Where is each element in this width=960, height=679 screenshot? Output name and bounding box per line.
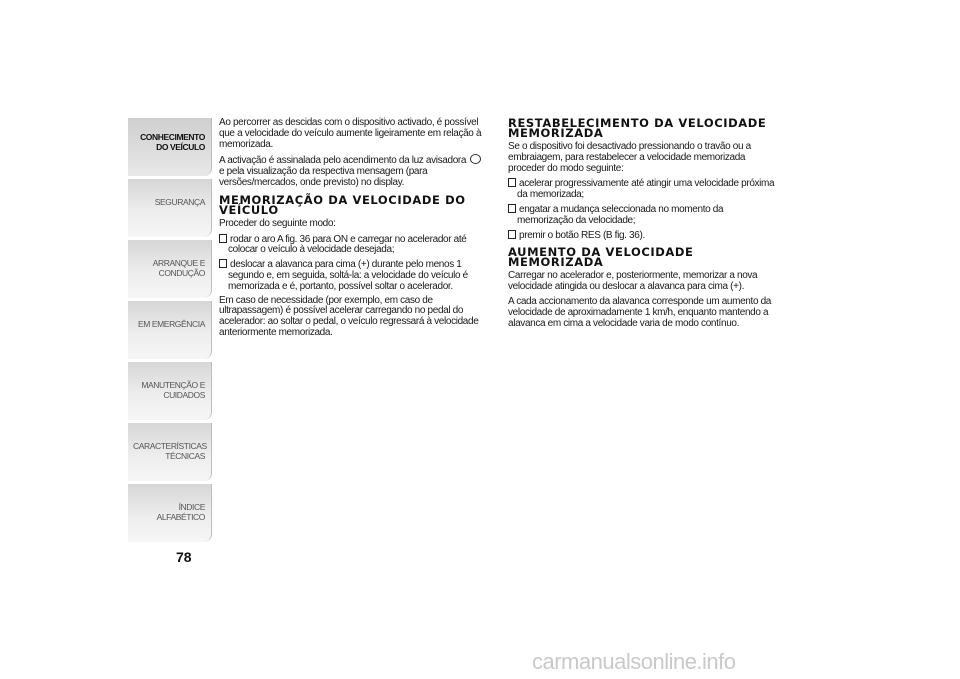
tab-label: CARACTERÍSTICAS TÉCNICAS [133, 441, 207, 461]
tab-conhecimento-do-veiculo[interactable] [128, 118, 212, 176]
list-item-text: rodar o aro A fig. 36 para ON e carregar no acelerador até colocar o veículo à velocidade desejada; [228, 233, 467, 256]
tab-label: MANUTENÇÃO E CUIDADOS [141, 380, 205, 400]
list-item-text: premir o botão RES (B fig. 36). [519, 229, 645, 241]
tab-seguranca[interactable] [128, 179, 212, 237]
checkbox-bullet-icon [508, 204, 516, 213]
list-item-text: deslocar a alavanca para cima (+) durante pelo menos 1 segundo e, em seguida, soltá-la: a velocidade do veículo é memorizada e é, portanto, possível soltar o acelerador. [228, 259, 468, 292]
tab-manutencao-e-cuidados[interactable] [128, 362, 212, 420]
tab-label: CONHECIMENTO DO VEÍCULO [140, 132, 205, 152]
tab-label: ÍNDICE ALFABÉTICO [156, 502, 205, 522]
tab-label: EM EMERGÊNCIA [137, 319, 205, 329]
paragraph [219, 154, 489, 188]
list-item [508, 178, 778, 201]
left-column [219, 118, 489, 343]
paragraph: Em caso de necessidade (por exemplo, em caso de ultrapassagem) é possível acelerar carregando no pedal do acelerador: ao soltar o pedal, o veículo regressará à velocidade anteriormente memorizada. [219, 294, 479, 338]
paragraph-text: e pela visualização da respectiva mensagem (para versões/mercados, onde previsto) no display. [219, 166, 428, 188]
paragraph: A cada accionamento da alavanca corresponde um aumento da velocidade de aproximadamente 1 km/h, enquanto mantendo a alavanca em cima a velocidade varia de modo contínuo. [508, 295, 772, 329]
right-column [508, 118, 778, 333]
chapter-sidebar [128, 118, 212, 545]
paragraph-text: A activação é assinalada pelo acendimento da luz avisadora [219, 155, 467, 167]
tab-arranque-e-conducao[interactable] [128, 240, 212, 298]
list-item [219, 234, 489, 257]
section-heading: AUMENTO DA VELOCIDADE MEMORIZADA [508, 245, 694, 270]
section-heading: RESTABELECIMENTO DA VELOCIDADE MEMORIZADA [508, 116, 767, 140]
tab-em-emergencia[interactable] [128, 301, 212, 359]
list-item [508, 230, 778, 242]
watermark: carmanualsonline.info [532, 649, 736, 674]
list-item-text: acelerar progressivamente até atingir uma velocidade próxima da memorizada; [517, 178, 775, 201]
cruise-control-warning-icon [470, 154, 481, 164]
page-number: 78 [176, 549, 192, 565]
tab-caracteristicas-tecnicas[interactable] [128, 423, 212, 481]
paragraph: Carregar no acelerador e, posteriormente, memorizar a nova velocidade atingida ou deslocar a alavanca para cima (+). [508, 270, 758, 293]
list-item [219, 259, 489, 292]
tab-indice-alfabetico[interactable] [128, 484, 212, 542]
checkbox-bullet-icon [508, 230, 516, 239]
paragraph: Ao percorrer as descidas com o dispositivo activado, é possível que a velocidade do veículo aumente ligeiramente em relação à memorizada. [219, 117, 482, 150]
tab-label: ARRANQUE E CONDUÇÃO [152, 258, 205, 278]
section-heading: MEMORIZAÇÃO DA VELOCIDADE DO VEÍCULO [219, 192, 466, 217]
list-item [508, 204, 778, 227]
paragraph: Proceder do seguinte modo: [219, 217, 336, 229]
tab-label: SEGURANÇA [154, 197, 205, 207]
checkbox-bullet-icon [508, 178, 516, 187]
checkbox-bullet-icon [219, 259, 227, 268]
checkbox-bullet-icon [219, 234, 227, 243]
paragraph: Se o dispositivo foi desactivado pressionando o travão ou a embraiagem, para restabelecer a velocidade memorizada proceder do modo seguinte: [508, 141, 751, 174]
list-item-text: engatar a mudança seleccionada no momento da memorização da velocidade; [517, 203, 724, 226]
